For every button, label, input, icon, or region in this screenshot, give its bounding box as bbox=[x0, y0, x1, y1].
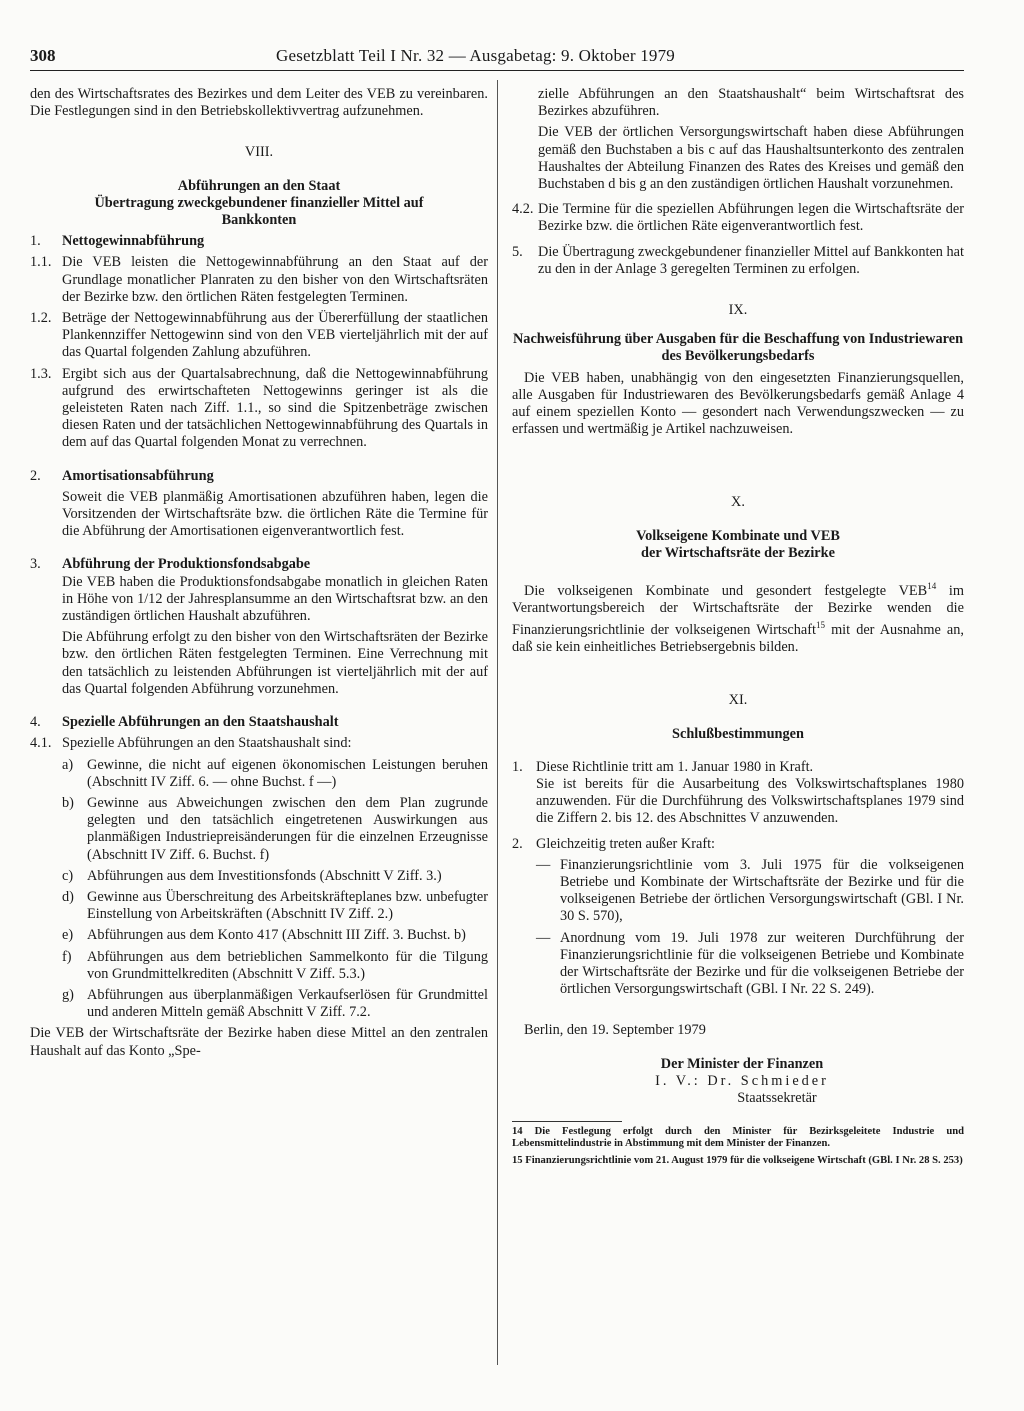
page-header bbox=[30, 42, 964, 71]
left-column bbox=[30, 86, 488, 1060]
versorgung-paragraph: Die VEB der örtlichen Versorgungswirtschaft haben diese Abführungen gemäß den Buchstaben a bis c auf das Haushaltsunterkonto des zentralen Haushaltes der Abteilung Finanzen des Rates des Kreises und gemäß den Buchstaben d bis g an den zuständigen örtlichen Haushalt vorzunehmen. bbox=[538, 124, 964, 193]
list-item: — Finanzierungsrichtlinie vom 3. Juli 1975 für die volkseigenen Betriebe und Kombinate der Wirtschaftsräte der Bezirke und für die volkseigenen Betriebe der örtlichen Versorgungswirtschaft (GBl. I Nr. 30 S. 570), bbox=[536, 856, 964, 925]
item-2: 2. Amortisationsabführung bbox=[30, 467, 214, 484]
item-1: 1. Nettogewinnabführung bbox=[30, 233, 205, 250]
fraction: 1/12 bbox=[137, 590, 163, 607]
section-9-numeral: IX. bbox=[728, 302, 748, 319]
list-item: d) Gewinne aus Überschreitung des Arbeitskräfteplanes bzw. unbefugter Einstellung von Arbeitskräften (Abschnitt IV Ziff. 2.) bbox=[62, 888, 488, 923]
intro-paragraph: den des Wirtschaftsrates des Bezirkes und dem Leiter des VEB zu vereinbaren. Die Festlegungen sind in den Betriebskollektivvertrag aufzunehmen. bbox=[30, 86, 488, 120]
list-item: c) Abführungen aus dem Investitionsfonds (Abschnitt V Ziff. 3.) bbox=[62, 867, 442, 884]
item-1-1: 1.1. Die VEB leisten die Nettogewinnabführung an den Staat auf der Grundlage monatlicher Planraten zu den bisher von den Wirtschaftsräten der Bezirke bzw. den örtlichen Räten festgelegten Terminen. bbox=[30, 254, 488, 305]
section-11-numeral: XI. bbox=[728, 692, 748, 709]
item-3-text-2: Die Abführung erfolgt zu den bisher von den Wirtschaftsräten der Bezirke bzw. den örtlichen Räten festgelegten Terminen. Eine Verrechnung mit den tatsächlich zu leistenden Abführungen ist vierteljährlich mit der auf das Quartal folgenden Abführung vorzunehmen. bbox=[62, 629, 488, 697]
item-4: 4. Spezielle Abführungen an den Staatshaushalt bbox=[30, 714, 339, 731]
item-5: 5. Die Übertragung zweckgebundener finanzieller Mittel auf Bankkonten hat zu den in der Anlage 3 geregelten Terminen zu erfolgen. bbox=[512, 243, 964, 277]
signature-block bbox=[622, 1056, 862, 1108]
section-10-title: Volkseigene Kombinate und VEB bbox=[636, 527, 840, 544]
list-item: b) Gewinne aus Abweichungen zwischen den dem Plan zugrunde gelegten und den tatsächlich eingetretenen Auswirkungen aus planmäßigen Industriepreisänderungen für die einzelnen Erzeugnisse (Abschnitt IV Ziff. 6. Buchst. f) bbox=[62, 794, 488, 863]
item-1-2: 1.2. Beträge der Nettogewinnabführung aus der Übererfüllung der staatlichen Plankennziffer Nettogewinn sind von den VEB vierteljährlich mit der auf das Quartal folgenden Zahlung abzuführen. bbox=[30, 310, 488, 361]
list-item: g) Abführungen aus überplanmäßigen Verkaufserlösen für Grundmittel und anderen Mitteln gemäß Abschnitt V Ziff. 7.2. bbox=[62, 986, 488, 1021]
section-10-numeral: X. bbox=[731, 494, 745, 511]
section-10-subtitle: der Wirtschaftsräte der Bezirke bbox=[641, 544, 835, 561]
item-4-1: 4.1. Spezielle Abführungen an den Staatshaushalt sind: bbox=[30, 735, 352, 752]
section-8-title: Abführungen an den Staat bbox=[177, 177, 341, 194]
signature-name: I. V.: Dr. Schmieder bbox=[655, 1072, 829, 1089]
right-column bbox=[512, 86, 964, 1167]
closing-paragraph: Die VEB der Wirtschaftsräte der Bezirke haben diese Mittel an den zentralen Haushalt auf das Konto „Spe- bbox=[30, 1025, 488, 1059]
section-8-subtitle: Übertragung zweckgebundener finanzieller Mittel auf Bankkonten bbox=[94, 194, 424, 229]
list-item: f) Abführungen aus dem betrieblichen Sammelkonto für die Tilgung von Grundmittelkrediten (Abschnitt V Ziff. 5.3.) bbox=[62, 948, 488, 982]
list-item: e) Abführungen aus dem Konto 417 (Abschnitt III Ziff. 3. Buchst. b) bbox=[62, 927, 466, 944]
continuation-paragraph: zielle Abführungen an den Staatshaushalt“ beim Wirtschaftsrat des Bezirkes abzuführen. bbox=[538, 86, 964, 120]
page-number: 308 bbox=[30, 46, 56, 65]
section-10-text: Die volkseigenen Kombinate und gesondert festgelegte VEB$^{14}$ im Verantwortungsbereich der Wirtschaftsräte der Bezirke wenden die Finanzierungsrichtlinie der volkseigenen Wirtschaft$^{15}$ mit der Ausnahme an, daß sie kein einheitliches Betriebsergebnis bilden. bbox=[512, 581, 964, 656]
footnote-14: 14 Die Festlegung erfolgt durch den Minister für Bezirksgeleitete Industrie und Lebensmittelindustrie in Abstimmung mit dem Minister der Finanzen. bbox=[512, 1126, 964, 1150]
column-divider bbox=[497, 80, 498, 1365]
signature-role: Staatssekretär bbox=[737, 1090, 817, 1107]
item-1-3: 1.3. Ergibt sich aus der Quartalsabrechnung, daß die Nettogewinnabführung aufgrund des erwirtschafteten Nettogewinns geringer ist als die geleisteten Raten nach Ziff. 1.1., so sind die Spitzenbeträge zwischen diesen Raten und der tatsächlichen Nettogewinnabführung des Quartals in dem auf das Quartal folgenden Monat zu verrechnen. bbox=[30, 365, 488, 451]
final-item-1-text: Sie ist bereits für die Ausarbeitung des Volkswirtschaftsplanes 1980 anzuwenden. Für die Durchführung des Volkswirtschaftsplanes 1979 sind die Ziffern 2. bis 12. des Abschnittes V anzuwenden. bbox=[536, 776, 964, 827]
place-date: Berlin, den 19. September 1979 bbox=[524, 1022, 706, 1039]
section-9-title: Nachweisführung über Ausgaben für die Beschaffung von Industriewaren des Bevölkerungsbedarfs bbox=[512, 331, 964, 365]
section-11-title: Schlußbestimmungen bbox=[672, 725, 804, 742]
header-title: Gesetzblatt Teil I Nr. 32 — Ausgabetag: 9. Oktober 1979 bbox=[276, 46, 676, 65]
footnote-rule bbox=[512, 1121, 622, 1122]
item-4-2: 4.2. Die Termine für die speziellen Abführungen legen die Wirtschaftsräte der Bezirke bzw. die örtlichen Räte eigenverantwortlich fest. bbox=[512, 201, 964, 235]
list-item: a) Gewinne, die nicht auf eigenen ökonomischen Leistungen beruhen (Abschnitt IV Ziff. 6. — ohne Buchst. f —) bbox=[62, 756, 488, 790]
section-8-numeral: VIII. bbox=[244, 144, 274, 161]
section-9-text: Die VEB haben, unabhängig von den eingesetzten Finanzierungsquellen, alle Ausgaben für Industriewaren des Bevölkerungsbedarfs gemäß Anlage 4 auf einem speziellen Konto — gesondert nach Verwendungszwecken — zu erfassen und wertmäßig je Artikel nachzuweisen. bbox=[512, 369, 964, 438]
item-2-text: Soweit die VEB planmäßig Amortisationen abzuführen haben, legen die Vorsitzenden der Wirtschaftsräte bzw. die örtlichen Räte die Termine für die Abführung der Amortisationen eigenverantwortlich fest. bbox=[62, 488, 488, 540]
footnote-15: 15 Finanzierungsrichtlinie vom 21. August 1979 für die volkseigene Wirtschaft (GBl. I Nr. 28 S. 253) bbox=[512, 1154, 963, 1166]
item-3-text-1: Die VEB haben die Produktionsfondsabgabe monatlich in gleichen Raten in Höhe von 1/12 der Jahresplansumme an den Wirtschaftsrat bzw. an den zuständigen örtlichen Haushalt abzuführen. bbox=[62, 573, 488, 625]
final-item-2: 2. Gleichzeitig treten außer Kraft: bbox=[512, 835, 716, 852]
list-item: — Anordnung vom 19. Juli 1978 zur weiteren Durchführung der Finanzierungsrichtlinie für die volkseigenen Betriebe und Kombinate der Wirtschaftsräte der Bezirke und für die volkseigenen Betriebe der örtlichen Versorgungswirtschaft (GBl. I Nr. 22 S. 249). bbox=[536, 929, 964, 998]
final-item-1: 1. Diese Richtlinie tritt am 1. Januar 1980 in Kraft. bbox=[512, 758, 814, 775]
signature-title: Der Minister der Finanzen bbox=[660, 1055, 824, 1072]
item-3: 3. Abführung der Produktionsfondsabgabe bbox=[30, 556, 311, 573]
